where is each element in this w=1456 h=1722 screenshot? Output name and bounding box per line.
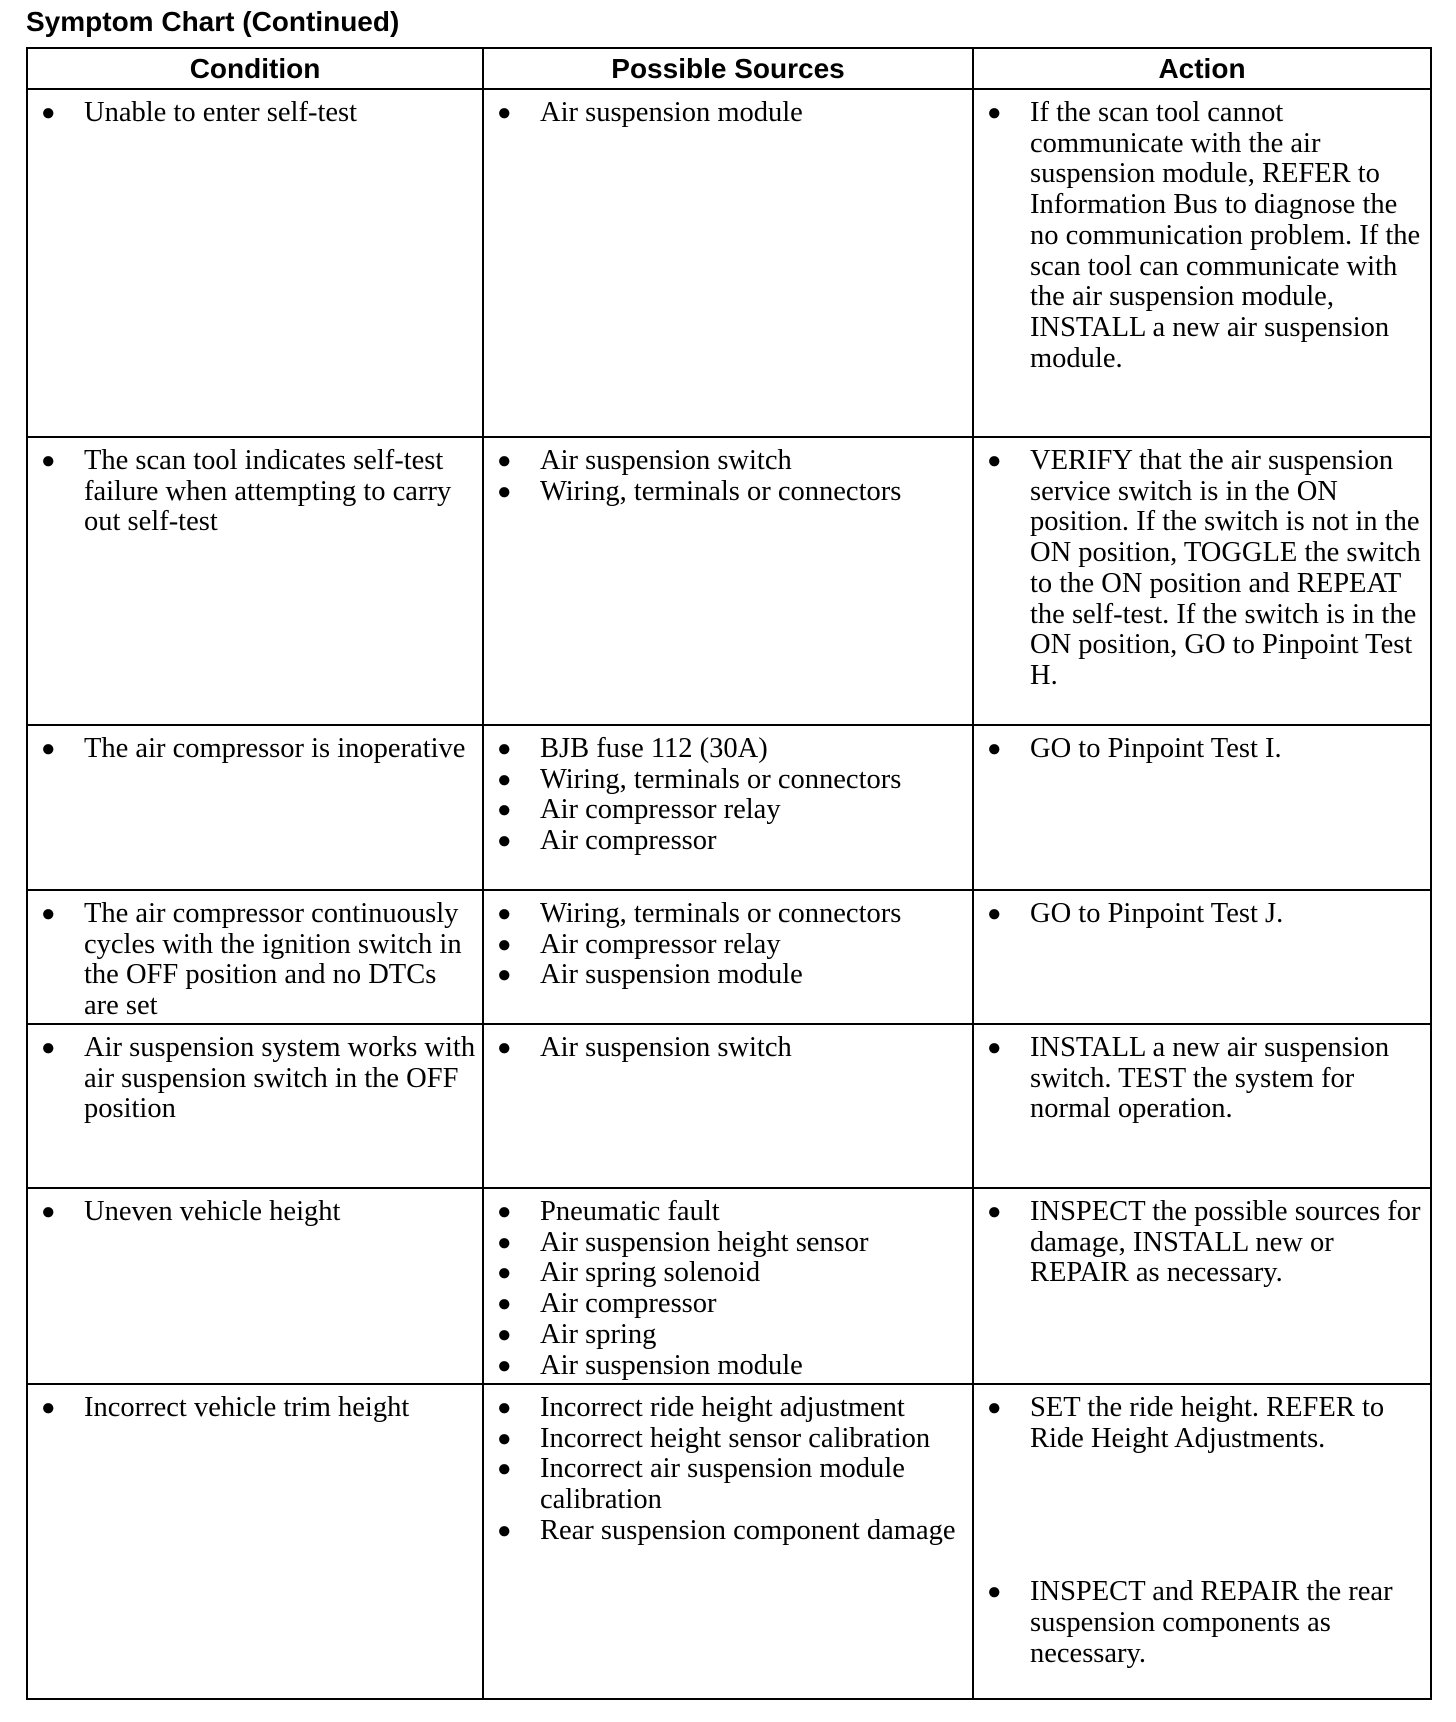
bullet-icon: ● xyxy=(41,1199,56,1225)
sources-cell xyxy=(483,89,973,437)
action-cell xyxy=(973,89,1431,437)
bullet-icon: ● xyxy=(987,736,1002,762)
bullet-icon: ● xyxy=(41,736,56,762)
condition-cell xyxy=(27,1384,483,1699)
bullet-icon: ● xyxy=(497,1199,512,1225)
source-item: ● Air suspension module xyxy=(497,1349,803,1381)
bullet-icon: ● xyxy=(987,901,1002,927)
table-row xyxy=(27,890,1431,1024)
bullet-icon: ● xyxy=(497,1517,512,1544)
source-item: ● Incorrect height sensor calibration xyxy=(497,1422,931,1454)
bullet-icon: ● xyxy=(497,1321,512,1348)
source-item: ● Rear suspension component damage xyxy=(497,1514,956,1546)
source-item: ● Air compressor relay xyxy=(497,928,781,960)
source-item: ● BJB fuse 112 (30A) xyxy=(497,733,768,764)
action-item: ● GO to Pinpoint Test J. xyxy=(987,898,1284,929)
action-item: ● INSPECT and REPAIR the rear suspension components as necessary. xyxy=(987,1576,1393,1669)
condition-cell xyxy=(27,1024,483,1188)
bullet-icon: ● xyxy=(497,100,512,126)
source-item: ● Wiring, terminals or connectors xyxy=(497,475,902,507)
bullet-icon: ● xyxy=(41,1035,56,1061)
condition-item: ● Uneven vehicle height xyxy=(41,1196,341,1227)
table-row xyxy=(27,89,1431,437)
column-header-action: Action xyxy=(973,48,1431,89)
source-item: ● Air compressor xyxy=(497,825,717,857)
source-item: ● Air suspension module xyxy=(497,97,803,128)
condition-item: ● Incorrect vehicle trim height xyxy=(41,1392,410,1423)
condition-cell xyxy=(27,890,483,1024)
bullet-icon: ● xyxy=(497,448,512,474)
symptom-chart-table xyxy=(26,47,1432,1700)
bullet-icon: ● xyxy=(497,962,512,989)
bullet-icon: ● xyxy=(497,736,512,762)
action-cell xyxy=(973,1384,1431,1699)
action-item: ● INSPECT the possible sources for damage, INSTALL new or REPAIR as necessary. xyxy=(987,1196,1421,1289)
action-cell xyxy=(973,725,1431,890)
bullet-icon: ● xyxy=(497,478,512,505)
source-item: ● Pneumatic fault xyxy=(497,1196,720,1227)
action-cell xyxy=(973,437,1431,725)
column-header-condition: Condition xyxy=(27,48,483,89)
condition-item: ● The air compressor is inoperative xyxy=(41,733,466,764)
source-item: ● Air suspension height sensor xyxy=(497,1226,869,1258)
source-item: ● Air spring solenoid xyxy=(497,1257,761,1289)
source-item: ● Air suspension switch xyxy=(497,1032,792,1063)
bullet-icon: ● xyxy=(987,100,1002,126)
source-item: ● Wiring, terminals or connectors xyxy=(497,898,902,929)
condition-item: ● Unable to enter self-test xyxy=(41,97,358,128)
bullet-icon: ● xyxy=(497,1456,512,1483)
condition-cell xyxy=(27,437,483,725)
source-item: ● Air compressor xyxy=(497,1288,717,1320)
bullet-icon: ● xyxy=(987,1199,1002,1225)
condition-cell xyxy=(27,725,483,890)
source-item: ● Air compressor relay xyxy=(497,794,781,826)
sources-cell xyxy=(483,1024,973,1188)
bullet-icon: ● xyxy=(987,1579,1002,1606)
bullet-icon: ● xyxy=(41,448,56,474)
bullet-icon: ● xyxy=(497,1425,512,1452)
source-item: ● Air spring xyxy=(497,1318,657,1350)
bullet-icon: ● xyxy=(41,100,56,126)
source-item: ● Air suspension switch xyxy=(497,445,792,476)
column-header-possible-sources: Possible Sources xyxy=(483,48,973,89)
action-cell xyxy=(973,890,1431,1024)
bullet-icon: ● xyxy=(497,901,512,927)
sources-cell xyxy=(483,890,973,1024)
bullet-icon: ● xyxy=(497,1229,512,1256)
table-header-row xyxy=(27,48,1431,89)
table-row xyxy=(27,437,1431,725)
table-row xyxy=(27,1384,1431,1699)
bullet-icon: ● xyxy=(497,1260,512,1287)
action-item: ● VERIFY that the air suspension service switch is in the ON position. If the switch is not in the ON position, TOGGLE the switch to the ON position and REPEAT the self-test. If the switch is in the ON position, GO to Pinpoint Test H. xyxy=(987,445,1421,691)
action-item: ● GO to Pinpoint Test I. xyxy=(987,733,1282,764)
table-row xyxy=(27,725,1431,890)
source-item: ● Air suspension module xyxy=(497,959,803,991)
condition-item: ● The scan tool indicates self-test failure when attempting to carry out self-test xyxy=(41,445,452,538)
sources-cell xyxy=(483,1188,973,1384)
action-item: ● If the scan tool cannot communicate with the air suspension module, REFER to Information Bus to diagnose the no communication problem. If the scan tool can communicate with the air suspension module, INSTALL a new air suspension module. xyxy=(987,97,1421,374)
bullet-icon: ● xyxy=(497,1291,512,1318)
bullet-icon: ● xyxy=(987,1395,1002,1421)
bullet-icon: ● xyxy=(497,766,512,793)
source-item: ● Incorrect air suspension module calibration xyxy=(497,1453,905,1516)
bullet-icon: ● xyxy=(497,1395,512,1421)
bullet-icon: ● xyxy=(987,448,1002,474)
action-item: ● INSTALL a new air suspension switch. TEST the system for normal operation. xyxy=(987,1032,1390,1125)
bullet-icon: ● xyxy=(497,828,512,855)
bullet-icon: ● xyxy=(41,901,56,927)
condition-cell xyxy=(27,1188,483,1384)
source-item: ● Incorrect ride height adjustment xyxy=(497,1392,905,1423)
bullet-icon: ● xyxy=(497,931,512,958)
bullet-icon: ● xyxy=(987,1035,1002,1061)
table-row xyxy=(27,1024,1431,1188)
sources-cell xyxy=(483,1384,973,1699)
bullet-icon: ● xyxy=(497,1035,512,1061)
action-cell xyxy=(973,1024,1431,1188)
sources-cell xyxy=(483,725,973,890)
condition-item: ● Air suspension system works with air suspension switch in the OFF position xyxy=(41,1032,476,1125)
source-item: ● Wiring, terminals or connectors xyxy=(497,763,902,795)
condition-cell xyxy=(27,89,483,437)
action-item: ● SET the ride height. REFER to Ride Height Adjustments. xyxy=(987,1392,1385,1454)
bullet-icon: ● xyxy=(497,1352,512,1379)
sources-cell xyxy=(483,437,973,725)
bullet-icon: ● xyxy=(497,797,512,824)
table-row xyxy=(27,1188,1431,1384)
condition-item: ● The air compressor continuously cycles with the ignition switch in the OFF position and no DTCs are set xyxy=(41,898,462,1022)
page-title: Symptom Chart (Continued) xyxy=(26,6,400,37)
action-cell xyxy=(973,1188,1431,1384)
bullet-icon: ● xyxy=(41,1395,56,1421)
